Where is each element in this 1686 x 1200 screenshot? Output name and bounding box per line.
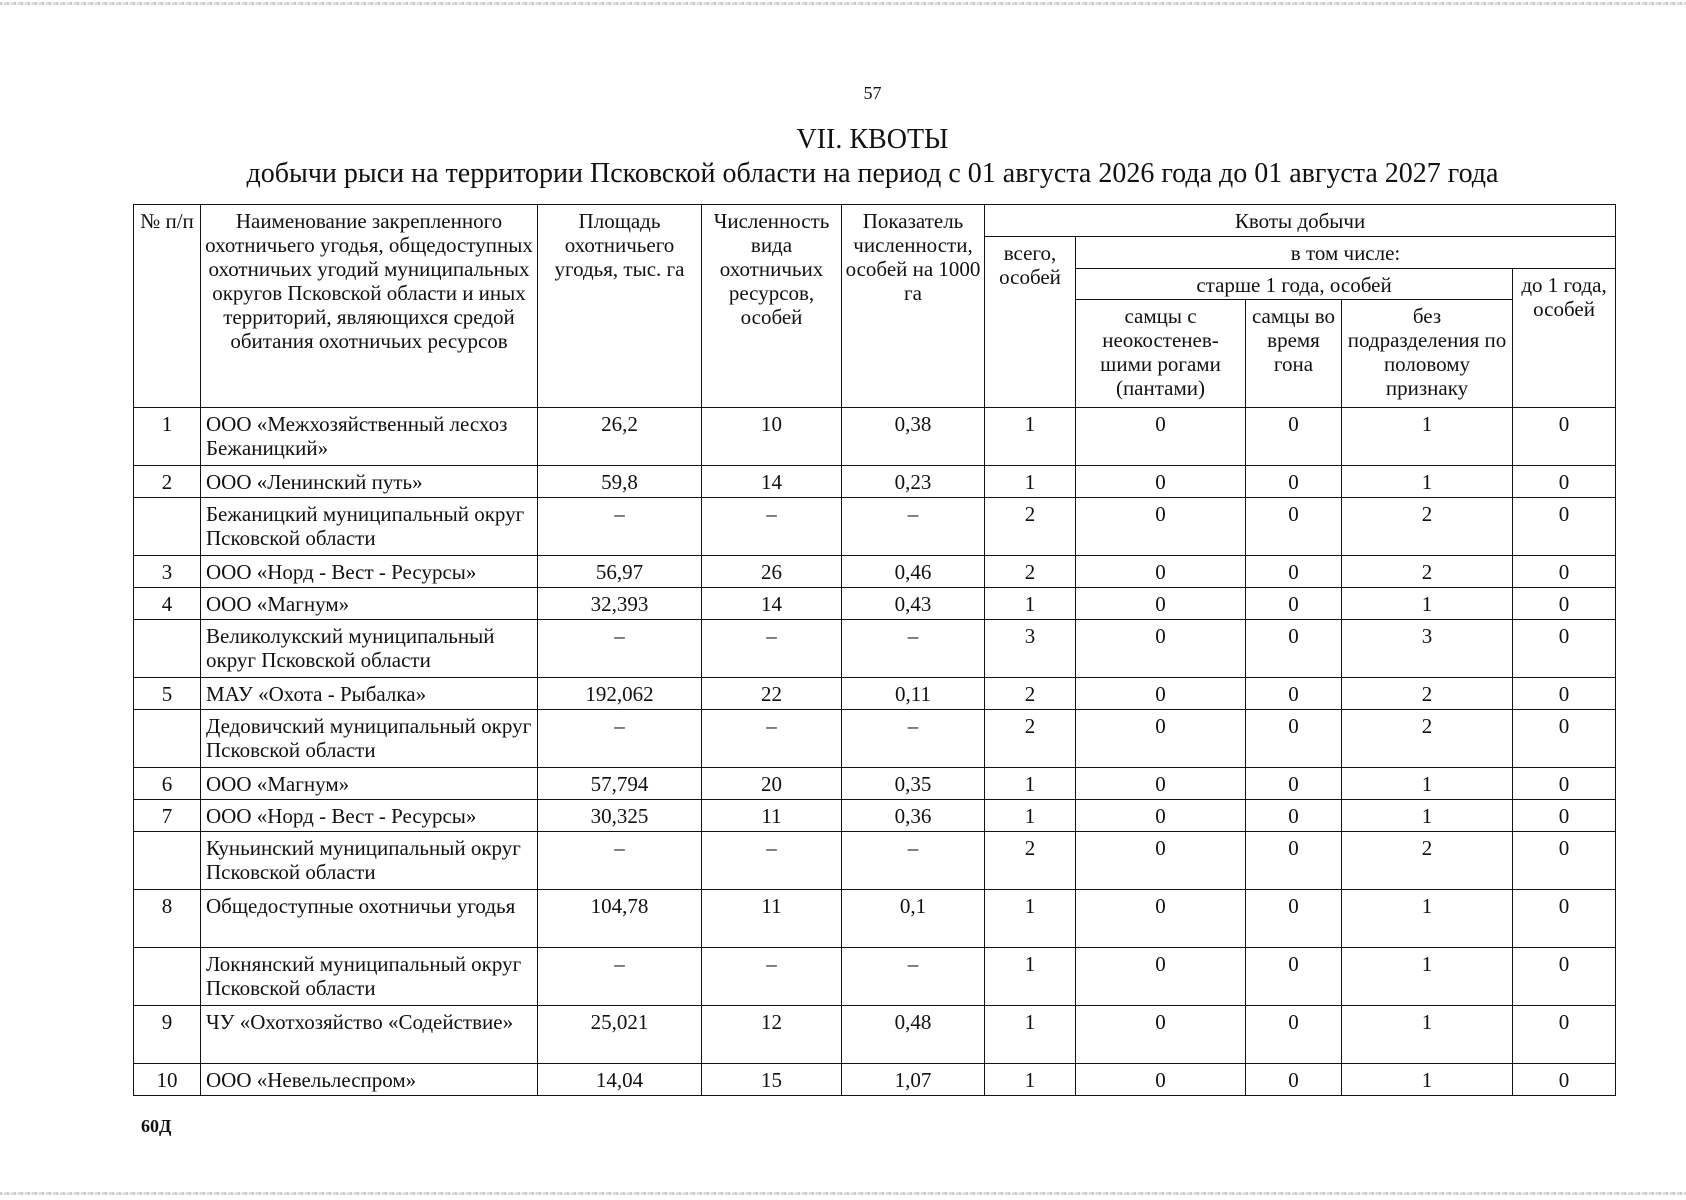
row-area: – bbox=[538, 710, 702, 768]
table-row bbox=[134, 466, 1616, 498]
row-population: – bbox=[702, 832, 842, 890]
row-males-rut: 0 bbox=[1246, 466, 1342, 498]
row-males-antlers: 0 bbox=[1076, 466, 1246, 498]
table-row bbox=[134, 678, 1616, 710]
row-total: 1 bbox=[985, 588, 1076, 620]
row-population: 22 bbox=[702, 678, 842, 710]
row-males-antlers: 0 bbox=[1076, 710, 1246, 768]
row-males-rut: 0 bbox=[1246, 588, 1342, 620]
row-no-sex: 1 bbox=[1342, 768, 1513, 800]
row-males-antlers: 0 bbox=[1076, 678, 1246, 710]
row-total: 2 bbox=[985, 498, 1076, 556]
row-males-antlers: 0 bbox=[1076, 890, 1246, 948]
row-num: 2 bbox=[134, 466, 201, 498]
row-name: Куньинский муниципальный округ Псковской области bbox=[201, 832, 538, 890]
row-area: 32,393 bbox=[538, 588, 702, 620]
row-males-antlers: 0 bbox=[1076, 556, 1246, 588]
row-males-rut: 0 bbox=[1246, 1064, 1342, 1096]
row-under1: 0 bbox=[1513, 1006, 1616, 1064]
table-row bbox=[134, 588, 1616, 620]
row-density: – bbox=[842, 710, 985, 768]
table-row-subtotal bbox=[134, 620, 1616, 678]
row-population: 11 bbox=[702, 800, 842, 832]
row-males-antlers: 0 bbox=[1076, 620, 1246, 678]
table-row-subtotal bbox=[134, 710, 1616, 768]
row-males-rut: 0 bbox=[1246, 710, 1342, 768]
row-name: МАУ «Охота - Рыбалка» bbox=[201, 678, 538, 710]
row-total: 2 bbox=[985, 832, 1076, 890]
row-num: 1 bbox=[134, 408, 201, 466]
header-males-antlers: самцы с неокостенев-шими рогами (пантами) bbox=[1076, 300, 1246, 408]
row-under1: 0 bbox=[1513, 890, 1616, 948]
row-no-sex: 1 bbox=[1342, 800, 1513, 832]
row-name: Дедовичский муниципальный округ Псковской области bbox=[201, 710, 538, 768]
row-name: ООО «Магнум» bbox=[201, 588, 538, 620]
row-name: ЧУ «Охотхозяйство «Содействие» bbox=[201, 1006, 538, 1064]
row-density: 0,48 bbox=[842, 1006, 985, 1064]
document-code: 60Д bbox=[141, 1116, 172, 1136]
header-name: Наименование закрепленного охотничьего угодья, общедоступных охотничьих угодий муниципальных округов Псковской области и иных территорий, являющихся средой обитания охотничьих ресурсов bbox=[201, 205, 538, 408]
row-area: – bbox=[538, 832, 702, 890]
row-population: 12 bbox=[702, 1006, 842, 1064]
row-area: 192,062 bbox=[538, 678, 702, 710]
table-row bbox=[134, 408, 1616, 466]
table-row bbox=[134, 800, 1616, 832]
row-area: 26,2 bbox=[538, 408, 702, 466]
row-total: 2 bbox=[985, 710, 1076, 768]
row-total: 1 bbox=[985, 768, 1076, 800]
row-density: – bbox=[842, 620, 985, 678]
row-density: – bbox=[842, 832, 985, 890]
row-no-sex: 1 bbox=[1342, 466, 1513, 498]
row-under1: 0 bbox=[1513, 710, 1616, 768]
table-row-subtotal bbox=[134, 948, 1616, 1006]
row-males-antlers: 0 bbox=[1076, 588, 1246, 620]
header-num: № п/п bbox=[134, 205, 201, 408]
header-under1: до 1 года, особей bbox=[1513, 269, 1616, 408]
row-population: – bbox=[702, 710, 842, 768]
row-density: 0,23 bbox=[842, 466, 985, 498]
row-name: Общедоступные охотничьи угодья bbox=[201, 890, 538, 948]
row-no-sex: 2 bbox=[1342, 710, 1513, 768]
row-num bbox=[134, 498, 201, 556]
table-row bbox=[134, 556, 1616, 588]
row-males-antlers: 0 bbox=[1076, 948, 1246, 1006]
row-num: 9 bbox=[134, 1006, 201, 1064]
row-num bbox=[134, 710, 201, 768]
row-density: 1,07 bbox=[842, 1064, 985, 1096]
row-population: – bbox=[702, 498, 842, 556]
scan-edge-top bbox=[0, 2, 1686, 5]
row-density: 0,1 bbox=[842, 890, 985, 948]
row-name: ООО «Норд - Вест - Ресурсы» bbox=[201, 800, 538, 832]
row-males-antlers: 0 bbox=[1076, 498, 1246, 556]
row-no-sex: 2 bbox=[1342, 556, 1513, 588]
row-area: 56,97 bbox=[538, 556, 702, 588]
row-under1: 0 bbox=[1513, 408, 1616, 466]
row-males-antlers: 0 bbox=[1076, 1006, 1246, 1064]
row-under1: 0 bbox=[1513, 678, 1616, 710]
header-no-sex: без подразделения по половому признаку bbox=[1342, 300, 1513, 408]
row-num: 6 bbox=[134, 768, 201, 800]
row-males-antlers: 0 bbox=[1076, 768, 1246, 800]
row-males-rut: 0 bbox=[1246, 890, 1342, 948]
row-name: ООО «Ленинский путь» bbox=[201, 466, 538, 498]
row-males-antlers: 0 bbox=[1076, 832, 1246, 890]
header-population: Численность вида охотничьих ресурсов, особей bbox=[702, 205, 842, 408]
row-name: ООО «Норд - Вест - Ресурсы» bbox=[201, 556, 538, 588]
row-under1: 0 bbox=[1513, 800, 1616, 832]
quota-table bbox=[133, 204, 1616, 1096]
row-num bbox=[134, 832, 201, 890]
row-males-rut: 0 bbox=[1246, 768, 1342, 800]
row-population: 11 bbox=[702, 890, 842, 948]
table-row-subtotal bbox=[134, 498, 1616, 556]
row-no-sex: 1 bbox=[1342, 948, 1513, 1006]
row-num: 7 bbox=[134, 800, 201, 832]
header-older: старше 1 года, особей bbox=[1076, 269, 1513, 300]
header-including: в том числе: bbox=[1076, 237, 1616, 269]
row-density: 0,35 bbox=[842, 768, 985, 800]
row-population: – bbox=[702, 620, 842, 678]
row-males-rut: 0 bbox=[1246, 498, 1342, 556]
row-under1: 0 bbox=[1513, 588, 1616, 620]
row-num: 10 bbox=[134, 1064, 201, 1096]
row-under1: 0 bbox=[1513, 832, 1616, 890]
row-males-rut: 0 bbox=[1246, 1006, 1342, 1064]
row-total: 1 bbox=[985, 1006, 1076, 1064]
row-density: 0,11 bbox=[842, 678, 985, 710]
row-area: – bbox=[538, 498, 702, 556]
row-total: 1 bbox=[985, 408, 1076, 466]
row-total: 1 bbox=[985, 466, 1076, 498]
row-males-antlers: 0 bbox=[1076, 1064, 1246, 1096]
row-under1: 0 bbox=[1513, 620, 1616, 678]
row-num: 8 bbox=[134, 890, 201, 948]
row-total: 1 bbox=[985, 1064, 1076, 1096]
row-males-rut: 0 bbox=[1246, 678, 1342, 710]
row-population: – bbox=[702, 948, 842, 1006]
row-males-rut: 0 bbox=[1246, 620, 1342, 678]
row-total: 2 bbox=[985, 678, 1076, 710]
header-total: всего, особей bbox=[985, 237, 1076, 408]
row-density: 0,38 bbox=[842, 408, 985, 466]
row-no-sex: 3 bbox=[1342, 620, 1513, 678]
row-name: ООО «Межхозяйственный лесхоз Бежаницкий» bbox=[201, 408, 538, 466]
row-area: 59,8 bbox=[538, 466, 702, 498]
header-quotas: Квоты добычи bbox=[985, 205, 1616, 237]
table-row bbox=[134, 768, 1616, 800]
row-area: 57,794 bbox=[538, 768, 702, 800]
row-population: 14 bbox=[702, 588, 842, 620]
row-under1: 0 bbox=[1513, 948, 1616, 1006]
row-total: 1 bbox=[985, 890, 1076, 948]
row-area: 25,021 bbox=[538, 1006, 702, 1064]
row-name: Бежаницкий муниципальный округ Псковской области bbox=[201, 498, 538, 556]
row-no-sex: 2 bbox=[1342, 678, 1513, 710]
row-total: 1 bbox=[985, 948, 1076, 1006]
row-area: – bbox=[538, 948, 702, 1006]
document-title: VII. КВОТЫ bbox=[796, 124, 949, 155]
row-name: Великолукский муниципальный округ Псковской области bbox=[201, 620, 538, 678]
row-population: 15 bbox=[702, 1064, 842, 1096]
row-density: 0,46 bbox=[842, 556, 985, 588]
row-males-antlers: 0 bbox=[1076, 408, 1246, 466]
row-population: 14 bbox=[702, 466, 842, 498]
row-no-sex: 1 bbox=[1342, 1006, 1513, 1064]
row-no-sex: 1 bbox=[1342, 588, 1513, 620]
row-total: 2 bbox=[985, 556, 1076, 588]
row-name: Локнянский муниципальный округ Псковской области bbox=[201, 948, 538, 1006]
row-under1: 0 bbox=[1513, 768, 1616, 800]
row-under1: 0 bbox=[1513, 498, 1616, 556]
row-total: 3 bbox=[985, 620, 1076, 678]
row-under1: 0 bbox=[1513, 466, 1616, 498]
row-density: – bbox=[842, 498, 985, 556]
row-males-rut: 0 bbox=[1246, 832, 1342, 890]
row-num bbox=[134, 620, 201, 678]
scan-edge-bottom bbox=[0, 1192, 1686, 1195]
header-density: Показатель численности, особей на 1000 га bbox=[842, 205, 985, 408]
page-number: 57 bbox=[863, 83, 882, 103]
row-no-sex: 1 bbox=[1342, 890, 1513, 948]
document-subtitle: добычи рыси на территории Псковской области на период с 01 августа 2026 года до 01 августа 2027 года bbox=[246, 158, 1499, 189]
row-num: 5 bbox=[134, 678, 201, 710]
row-population: 20 bbox=[702, 768, 842, 800]
row-under1: 0 bbox=[1513, 556, 1616, 588]
row-total: 1 bbox=[985, 800, 1076, 832]
row-no-sex: 1 bbox=[1342, 408, 1513, 466]
row-density: – bbox=[842, 948, 985, 1006]
row-no-sex: 2 bbox=[1342, 498, 1513, 556]
row-under1: 0 bbox=[1513, 1064, 1616, 1096]
header-area: Площадь охотничьего угодья, тыс. га bbox=[538, 205, 702, 408]
row-area: 30,325 bbox=[538, 800, 702, 832]
row-males-antlers: 0 bbox=[1076, 800, 1246, 832]
table-row bbox=[134, 1006, 1616, 1064]
header-males-rut: самцы во время гона bbox=[1246, 300, 1342, 408]
row-population: 10 bbox=[702, 408, 842, 466]
row-num: 3 bbox=[134, 556, 201, 588]
row-num bbox=[134, 948, 201, 1006]
row-area: 104,78 bbox=[538, 890, 702, 948]
row-males-rut: 0 bbox=[1246, 408, 1342, 466]
row-no-sex: 1 bbox=[1342, 1064, 1513, 1096]
row-population: 26 bbox=[702, 556, 842, 588]
header-row-1 bbox=[134, 205, 1616, 237]
row-males-rut: 0 bbox=[1246, 556, 1342, 588]
row-num: 4 bbox=[134, 588, 201, 620]
row-males-rut: 0 bbox=[1246, 800, 1342, 832]
row-density: 0,36 bbox=[842, 800, 985, 832]
row-males-rut: 0 bbox=[1246, 948, 1342, 1006]
row-density: 0,43 bbox=[842, 588, 985, 620]
row-area: – bbox=[538, 620, 702, 678]
row-no-sex: 2 bbox=[1342, 832, 1513, 890]
row-name: ООО «Магнум» bbox=[201, 768, 538, 800]
row-name: ООО «Невельлеспром» bbox=[201, 1064, 538, 1096]
table-row bbox=[134, 1064, 1616, 1096]
table-row bbox=[134, 890, 1616, 948]
table-row-subtotal bbox=[134, 832, 1616, 890]
row-area: 14,04 bbox=[538, 1064, 702, 1096]
